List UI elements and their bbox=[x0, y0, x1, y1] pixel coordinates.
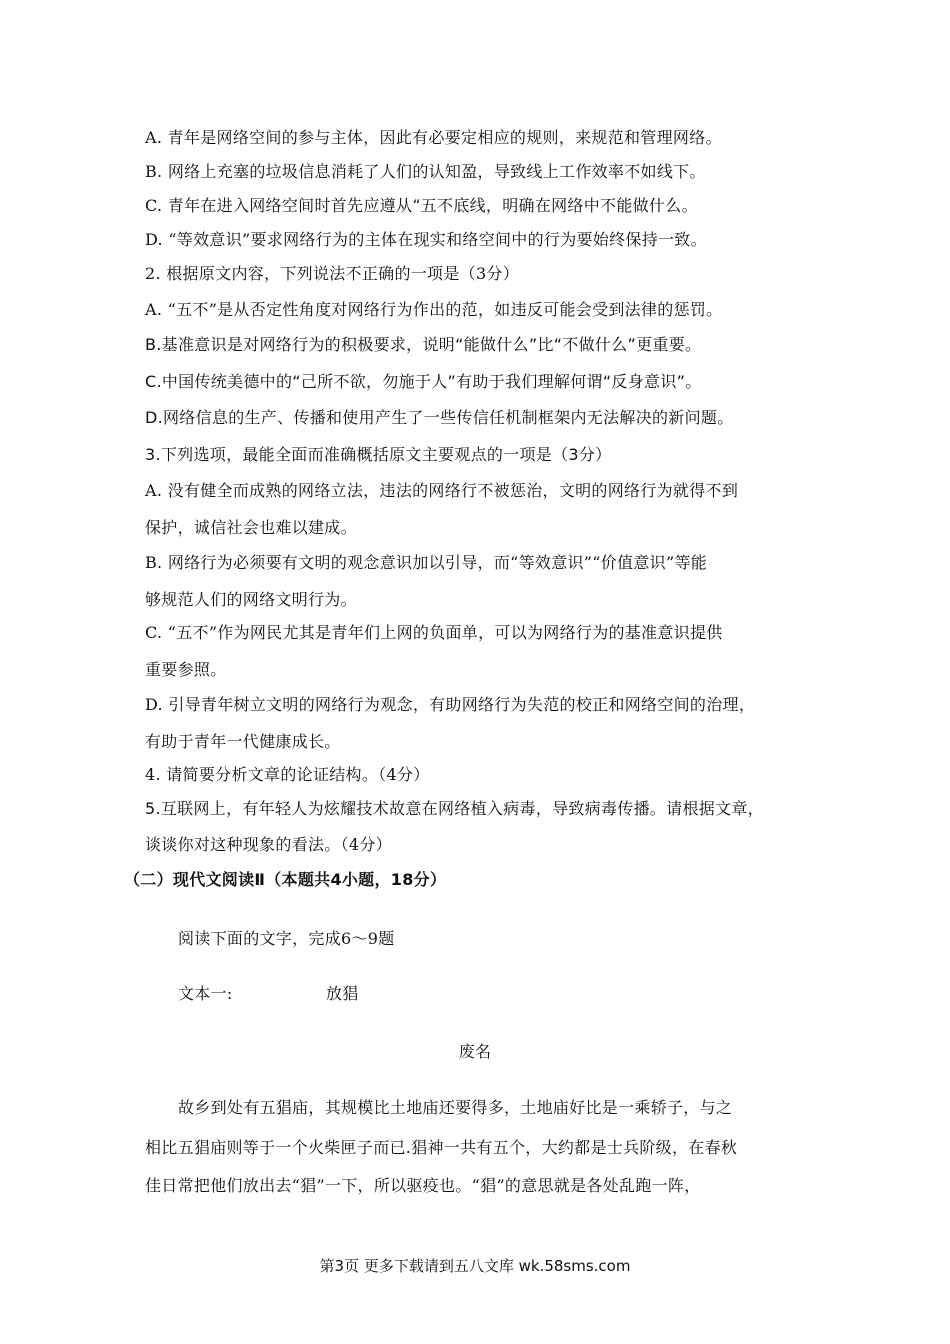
q3-option-c-line2: 重要参照。 bbox=[145, 660, 227, 679]
q3-option-d-line1: D. 引导青年树立文明的网络行为观念，有助网络行为失范的校正和网络空间的治理， bbox=[145, 695, 756, 714]
passage-line-2: 相比五猖庙则等于一个火柴匣子而已.猖神一共有五个，大约都是士兵阶级，在春秋 bbox=[145, 1138, 738, 1157]
q1-option-b: B. 网络上充塞的垃圾信息消耗了人们的认知盈，导致线上工作效率不如线下。 bbox=[145, 162, 706, 181]
text-title: 放猖 bbox=[326, 984, 359, 1003]
author-name: 废名 bbox=[458, 1042, 492, 1061]
section-heading: （二）现代文阅读Ⅱ（本题共4小题，18分） bbox=[124, 870, 447, 889]
reading-instruction: 阅读下面的文字，完成6～9题 bbox=[178, 929, 395, 948]
passage-line-3: 佳日常把他们放出去“猖”一下，所以驱疫也。“猖”的意思就是各处乱跑一阵， bbox=[145, 1176, 701, 1195]
q2-option-d: D.网络信息的生产、传播和使用产生了一些传信任机制框架内无法解决的新问题。 bbox=[145, 408, 734, 427]
q2-option-b: B.基准意识是对网络行为的积极要求，说明“能做什么”比“不做什么”更重要。 bbox=[145, 335, 702, 354]
q3-option-b-line2: 够规范人们的网络文明行为。 bbox=[145, 590, 357, 609]
q3-option-d-line2: 有助于青年一代健康成长。 bbox=[145, 732, 341, 751]
q4-question: 4. 请简要分析文章的论证结构。（4分） bbox=[145, 765, 430, 784]
q1-option-c: C. 青年在进入网络空间时首先应遵从“五不底线，明确在网络中不能做什么。 bbox=[145, 196, 698, 215]
q1-option-d: D. “等效意识”要求网络行为的主体在现实和络空间中的行为要始终保持一致。 bbox=[145, 230, 707, 249]
text-label: 文本一: bbox=[178, 984, 233, 1003]
q3-option-c-line1: C. “五不”作为网民尤其是青年们上网的负面单，可以为网络行为的基准意识提供 bbox=[145, 623, 723, 642]
q3-option-a-line1: A. 没有健全而成熟的网络立法，违法的网络行不被惩治，文明的网络行为就得不到 bbox=[145, 481, 739, 500]
q2-stem: 2. 根据原文内容，下列说法不正确的一项是（3分） bbox=[145, 264, 520, 283]
page-footer: 第3页 更多下载请到五八文库 wk.58sms.com bbox=[319, 1257, 631, 1275]
q5-line2: 谈谈你对这种现象的看法。（4分） bbox=[145, 835, 392, 854]
q5-line1: 5.互联网上，有年轻人为炫耀技术故意在网络植入病毒，导致病毒传播。请根据文章， bbox=[145, 799, 764, 818]
q3-stem: 3.下列选项，最能全面而准确概括原文主要观点的一项是（3分） bbox=[145, 445, 612, 464]
q3-option-b-line1: B. 网络行为必须要有文明的观念意识加以引导，而“等效意识”“价值意识”等能 bbox=[145, 553, 708, 572]
q2-option-a: A. “五不”是从否定性角度对网络行为作出的范，如违反可能会受到法律的惩罚。 bbox=[145, 300, 723, 319]
q3-option-a-line2: 保护，诚信社会也难以建成。 bbox=[145, 518, 357, 537]
q1-option-a: A. 青年是网络空间的参与主体，因此有必要定相应的规则，来规范和管理网络。 bbox=[145, 128, 722, 147]
q2-option-c: C.中国传统美德中的“己所不欲，勿施于人”有助于我们理解何谓“反身意识”。 bbox=[145, 372, 702, 391]
passage-line-1: 故乡到处有五猖庙，其规模比土地庙还要得多，土地庙好比是一乘轿子，与之 bbox=[178, 1098, 733, 1117]
